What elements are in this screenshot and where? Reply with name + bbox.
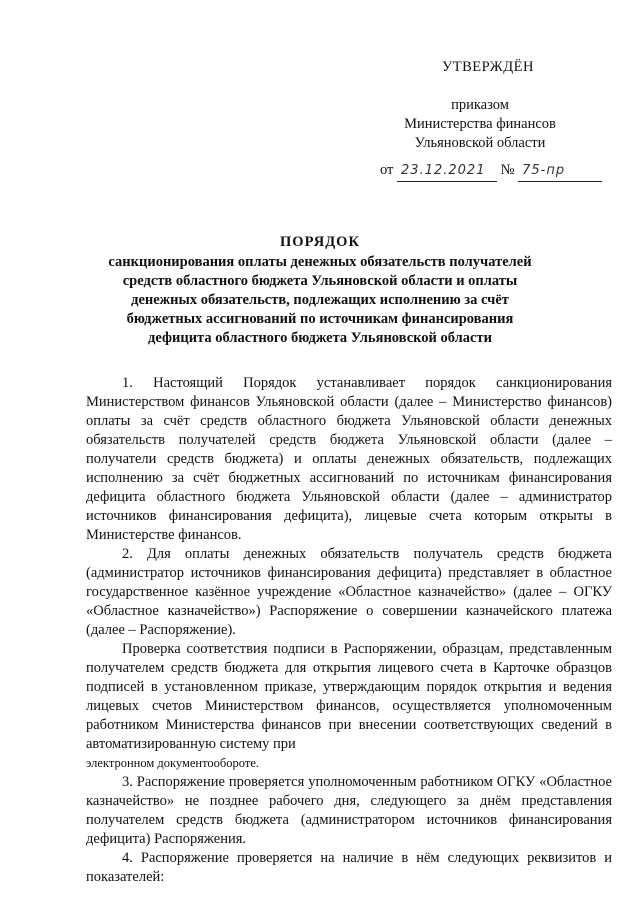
order-number-handwritten: 75-пр [518,161,602,182]
document-body [86,374,612,887]
approval-line-ministry: Министерства финансов [404,116,556,132]
title-main: ПОРЯДОК [280,234,360,250]
approval-line-order: приказом [451,97,509,113]
paragraph-2-signature-check: Проверка соответствия подписи в Распоряжении, образцам, представленным получателем средств бюджета для открытия лицевого счета в Карточке образцов подписей в установленном приказе, утверждающим порядок открытия и ведения лицевых счетов Министерством финансов, осуществляется уполномоченным работником Министерства финансов при внесении соответствующих сведений в автоматизированную систему при [86,641,612,752]
approval-heading: УТВЕРЖДЁН [442,59,534,75]
document-title [100,233,540,348]
paragraph-2-tail: электронном документообороте. [86,756,259,770]
paragraph-1: 1. Настоящий Порядок устанавливает порядок санкционирования Министерством финансов Ульяновской области (далее – Министерство финансов) оплаты за счёт средств областного бюджета Ульяновской области денежных обязательств получателей средств бюджета Ульяновской области (далее – получатели средств бюджета) и оплаты денежных обязательств, подлежащих исполнению за счёт бюджетных ассигнований по источникам финансирования дефицита областного бюджета Ульяновской области (далее – администратор источников финансирования дефицита), лицевые счета которым открыты в Министерстве финансов. [86,375,612,543]
title-subtitle: санкционирования оплаты денежных обязательств получателей средств областного бюджета Ульяновской области и оплаты денежных обязательств, подлежащих исполнению за счёт бюджетных ассигнований по источникам финансирования дефицита областного бюджета Ульяновской области [108,254,532,346]
paragraph-4: 4. Распоряжение проверяется на наличие в нём следующих реквизитов и показателей: [86,850,612,885]
order-date-handwritten: 23.12.2021 [397,161,497,182]
paragraph-3: 3. Распоряжение проверяется уполномоченным работником ОГКУ «Областное казначейство» не позднее рабочего дня, следующего за днём представления получателем средств бюджета (администратором источников финансирования дефицита) Распоряжения. [86,774,612,847]
approval-line-region: Ульяновской области [414,135,546,151]
order-number-label: № [500,162,515,178]
order-number-line [380,160,610,182]
approval-block [360,58,600,153]
paragraph-2: 2. Для оплаты денежных обязательств получатель средств бюджета (администратор источников финансирования дефицита) представляет в областное государственное казённое учреждение «Областное казначейство» (далее – ОГКУ «Областное казначейство») Распоряжение о совершении казначейского платежа (далее – Распоряжение). [86,546,612,638]
order-from-label: от [380,162,394,178]
